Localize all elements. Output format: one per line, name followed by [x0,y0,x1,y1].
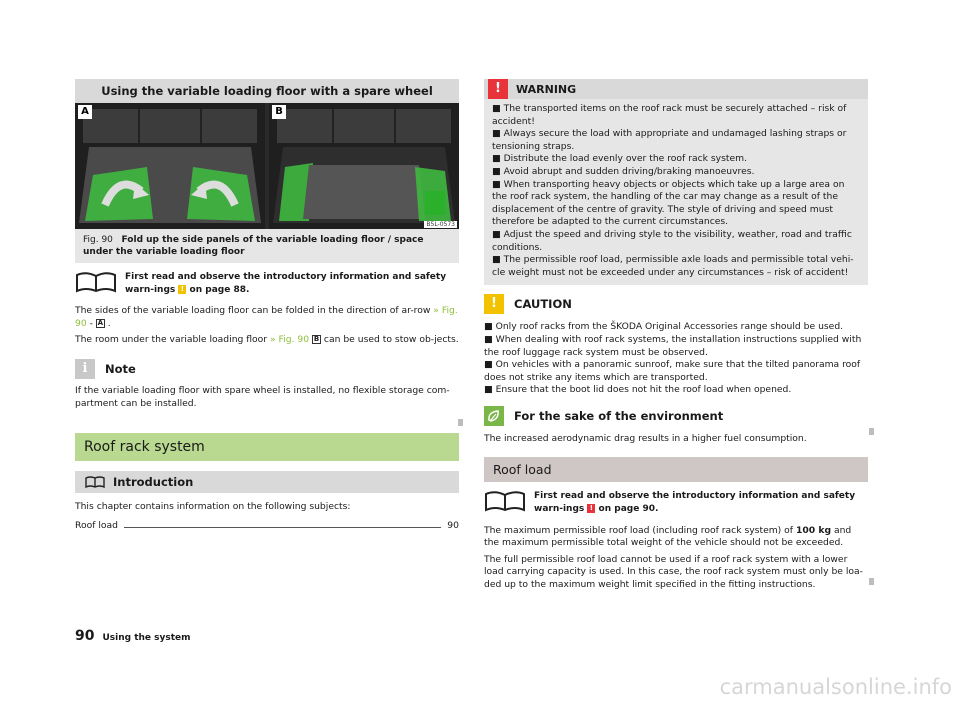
recycle-leaf-icon [484,406,504,426]
right-column [484,79,868,592]
roof-load-value: 100 kg [795,524,832,536]
note-text: If the variable loading floor with spare wheel is installed, no flexible storage com-partment can be installed. [75,384,450,409]
figure-caption [75,229,459,263]
environment-text: The increased aerodynamic drag results in a higher fuel consumption. [484,432,807,444]
left-column [75,79,459,531]
open-book-icon [85,476,105,488]
intro-reference [75,271,459,296]
roof-load-reference: First read and observe the introductory information and safety warn-ings ! on page 90. [484,490,868,515]
warning-box [484,79,868,285]
figure-panel-a [75,103,265,229]
toc-leader [124,527,441,528]
roof-load-paragraph-2: The full permissible roof load cannot be used if a roof rack system with a lower load carrying capacity is used. In this case, the roof rack system must only be loa-ded up to the maximum weight limit specified in the fitting instructions. [484,553,863,591]
trunk-floor-illustration-b [269,103,459,229]
warning-icon: ! [488,79,508,99]
paragraph-room-under: The room under the variable loading floor » Fig. 90 B can be used to stow ob-jects. [75,334,459,346]
footer-label: Using the system [102,633,191,643]
environment-heading [484,406,868,426]
panel-ref-a: A [97,318,104,327]
panel-ref-b: B [313,335,320,344]
figure-caption-label: Fig. 90 [83,235,113,245]
note-heading [75,359,459,379]
toc-entry-roof-load[interactable] [75,520,459,531]
list-item: ■ Only roof racks from the ŠKODA Original Accessories range should be used. [484,321,844,333]
section-end-marker [869,428,874,435]
list-item: ■ The permissible roof load, permissible axle loads and permissible total vehi-cle weight must not be exceeded under any circumstances – risk of accident! [492,254,854,278]
list-item: ■ The transported items on the roof rack must be securely attached – risk of accident! [492,103,847,127]
intro-reference-text: First read and observe the introductory information and safety warn-ings [125,272,447,295]
toc-page[interactable]: 90 [447,519,459,531]
list-item: ■ Avoid abrupt and sudden driving/braking manoeuvres. [492,165,755,177]
info-icon: i [75,359,95,379]
chapter-title: Roof rack system [75,433,459,461]
introduction-text: This chapter contains information on the following subjects: [75,501,351,513]
caution-heading [484,294,868,314]
list-item: ■ When transporting heavy objects or objects which take up a large area on the roof rack system, the handling of the car may change as a result of the displacement of the centre of gravity. The style of driving and speed must therefore be adapted to the current circumstances. [492,178,845,228]
warning-heading [484,79,868,99]
page-footer [75,628,191,644]
figure-panel-b [269,103,459,229]
open-book-icon [484,490,526,512]
watermark: carmanualsonline.info [719,675,952,699]
trunk-floor-illustration-a [75,103,265,229]
warning-list [484,99,868,279]
fig-90-link[interactable]: » Fig. 90 [270,334,310,346]
list-item: ■ Ensure that the boot lid does not hit the roof load when opened. [484,384,792,396]
roof-load-paragraph-1: The maximum permissible roof load (including roof rack system) of 100 kg and the maximum permissible total weight of the vehicle should not be exceeded. [484,524,852,549]
roof-load-title: Roof load [484,457,868,482]
section-title: Using the variable loading floor with a spare wheel [75,79,459,103]
paragraph-fold-sides: The sides of the variable loading floor can be folded in the direction of ar-row » Fig. 90 - A . [75,305,458,329]
note-title: Note [105,361,136,376]
caution-list [484,321,868,397]
fig-90-link[interactable]: » Fig. 90 [75,305,458,329]
intro-reference-page: on page 88. [189,284,250,295]
figure-caption-text: Fold up the side panels of the variable loading floor / space under the variable loading floor [83,235,424,257]
warning-mini-icon: ! [178,285,186,294]
list-item: ■ Adjust the speed and driving style to the visibility, weather, road and traffic conditions. [492,228,852,253]
toc-label[interactable]: Roof load [75,519,119,531]
caution-icon: ! [484,294,504,314]
warning-mini-icon: ! [587,504,595,513]
figure-code: B5L-0573 [426,221,455,228]
list-item: ■ When dealing with roof rack systems, the installation instructions supplied with the roof luggage rack system must be observed. [484,333,862,358]
list-item: ■ Always secure the load with appropriate and undamaged lashing straps or tensioning straps. [492,128,847,152]
page-number: 90 [75,628,95,644]
list-item: ■ Distribute the load evenly over the roof rack system. [492,153,748,165]
caution-title: CAUTION [514,297,572,312]
section-end-marker [869,578,874,585]
panel-label-a: A [78,105,92,119]
figure-90 [75,103,459,229]
warning-title: WARNING [516,82,577,96]
introduction-title: Introduction [113,475,194,490]
section-end-marker [458,419,463,426]
panel-label-b: B [272,105,286,119]
introduction-heading [75,471,459,493]
environment-title: For the sake of the environment [514,408,724,423]
open-book-icon [75,271,117,293]
list-item: ■ On vehicles with a panoramic sunroof, make sure that the tilted panorama roof does not strike any items which are transported. [484,359,861,383]
